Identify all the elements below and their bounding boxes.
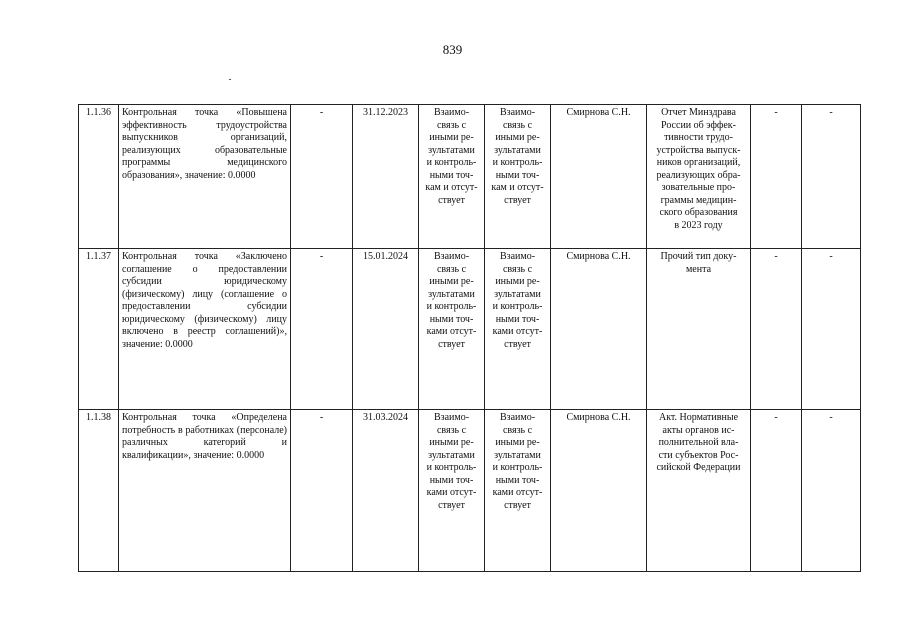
dash-cell: - xyxy=(291,105,353,249)
deadline-date: 15.01.2024 xyxy=(353,249,419,410)
table-row xyxy=(79,249,861,410)
deadline-date: 31.12.2023 xyxy=(353,105,419,249)
deadline-date: 31.03.2024 xyxy=(353,410,419,572)
responsible-person: Смирнова С.Н. xyxy=(551,410,647,572)
document-type: Отчет Минздрава России об эффек- тивности трудо- устройства выпуск- ников организаций, реализующих обра- зовательные про- граммы медицин- ского образования в 2023 году xyxy=(647,105,751,249)
control-point-description: Контрольная точка «Определена потребность в работниках (персонале) различных категорий и квалификации», значение: 0.0000 xyxy=(119,410,291,572)
responsible-person: Смирнова С.Н. xyxy=(551,105,647,249)
dash-cell: - xyxy=(291,249,353,410)
control-points-table xyxy=(78,104,861,572)
dash-cell: - xyxy=(751,410,802,572)
control-point-description: Контрольная точка «Заключено соглашение о предоставлении субсидии юридическому (физическому) лицу (соглашение о предоставлении субсидии юридическому (физическому) лицу включено в реестр соглашений)», значение: 0.0000 xyxy=(119,249,291,410)
dash-cell: - xyxy=(751,249,802,410)
scan-speck xyxy=(229,79,231,80)
dash-cell: - xyxy=(802,249,861,410)
relation-successors: Взаимо- связь с иными ре- зультатами и контроль- ными точ- ками отсут- ствует xyxy=(485,249,551,410)
row-number: 1.1.37 xyxy=(79,249,119,410)
relation-predecessors: Взаимо- связь с иными ре- зультатами и контроль- ными точ- ками отсут- ствует xyxy=(419,249,485,410)
responsible-person: Смирнова С.Н. xyxy=(551,249,647,410)
dash-cell: - xyxy=(802,105,861,249)
control-point-description: Контрольная точка «Повышена эффективность трудоустройства выпускников организаций, реализующих образовательные программы медицинского образования», значение: 0.0000 xyxy=(119,105,291,249)
dash-cell: - xyxy=(802,410,861,572)
relation-predecessors: Взаимо- связь с иными ре- зультатами и контроль- ными точ- кам и отсут- ствует xyxy=(419,105,485,249)
dash-cell: - xyxy=(751,105,802,249)
relation-predecessors: Взаимо- связь с иными ре- зультатами и контроль- ными точ- ками отсут- ствует xyxy=(419,410,485,572)
table-row xyxy=(79,410,861,572)
document-type: Прочий тип доку- мента xyxy=(647,249,751,410)
document-type: Акт. Нормативные акты органов ис- полнительной вла- сти субъектов Рос- сийской Федерации xyxy=(647,410,751,572)
dash-cell: - xyxy=(291,410,353,572)
table-row xyxy=(79,105,861,249)
row-number: 1.1.36 xyxy=(79,105,119,249)
page-number: 839 xyxy=(442,42,463,57)
relation-successors: Взаимо- связь с иными ре- зультатами и контроль- ными точ- кам и отсут- ствует xyxy=(485,105,551,249)
row-number: 1.1.38 xyxy=(79,410,119,572)
relation-successors: Взаимо- связь с иными ре- зультатами и контроль- ными точ- ками отсут- ствует xyxy=(485,410,551,572)
